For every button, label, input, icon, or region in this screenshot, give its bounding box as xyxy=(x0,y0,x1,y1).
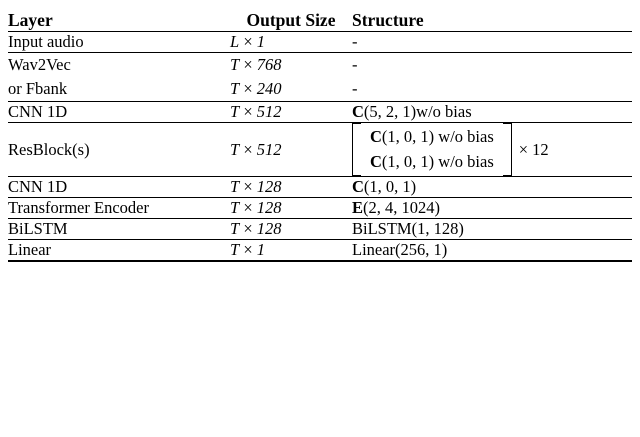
architecture-table xyxy=(8,10,632,262)
cell-layer: Input audio xyxy=(8,32,230,53)
output-size-value: 128 xyxy=(256,219,282,239)
output-size-times: × xyxy=(243,139,253,159)
matrix-rows xyxy=(368,123,496,177)
table-caption xyxy=(0,0,640,10)
structure-line1: - xyxy=(352,55,358,74)
table-body xyxy=(8,32,632,262)
cell-output-size xyxy=(230,32,352,53)
header-row xyxy=(8,10,632,32)
table-row xyxy=(8,240,632,262)
output-size-var: T xyxy=(230,139,240,159)
output-size-value: 1 xyxy=(256,32,265,51)
left-bracket xyxy=(352,123,361,177)
cell-layer: ResBlock(s) xyxy=(8,122,230,177)
cell-layer-line1: Wav2Vec xyxy=(8,55,71,74)
matrix-row-1 xyxy=(370,125,494,150)
output-size-var: T xyxy=(230,55,240,74)
table-row xyxy=(8,32,632,53)
output-size-line1 xyxy=(230,53,352,77)
structure-args: (5, 2, 1)w/o bias xyxy=(363,101,472,121)
output-size-var: T xyxy=(230,198,240,218)
output-size-value: 512 xyxy=(256,101,282,121)
cell-layer-line2: or Fbank xyxy=(8,78,68,98)
table-row xyxy=(8,219,632,240)
matrix-row-2 xyxy=(370,150,494,175)
resblock-matrix xyxy=(352,123,632,177)
structure-args: (2, 4, 1024) xyxy=(363,198,441,218)
structure-line2: - xyxy=(352,78,358,98)
cell-output-size xyxy=(230,122,352,177)
header-output-size: Output Size xyxy=(246,10,336,30)
output-size-line2 xyxy=(230,77,352,101)
output-size-times: × xyxy=(243,219,253,239)
output-size-var: T xyxy=(230,240,240,260)
output-size-times: × xyxy=(243,101,253,121)
cell-output-size xyxy=(230,240,352,262)
table-row xyxy=(8,177,632,198)
output-size-value: 1 xyxy=(256,240,265,260)
structure-symbol: E xyxy=(352,198,364,218)
cell-structure xyxy=(352,101,632,122)
cell-structure xyxy=(352,122,632,177)
cell-structure xyxy=(352,198,632,219)
matrix-multiplier: × 12 xyxy=(518,139,549,159)
output-size-var: T xyxy=(230,219,240,239)
structure-symbol: C xyxy=(352,101,364,121)
output-size-value-2: 240 xyxy=(256,78,282,98)
structure-symbol: C xyxy=(352,177,364,197)
table-row xyxy=(8,122,632,177)
output-size-value: 768 xyxy=(256,55,282,74)
table-row xyxy=(8,198,632,219)
table-row xyxy=(8,101,632,122)
output-size-times: × xyxy=(243,198,253,218)
cell-structure: - xyxy=(352,32,632,53)
matrix-symbol-2: C xyxy=(370,151,382,171)
cell-structure: BiLSTM(1, 128) xyxy=(352,219,632,240)
cell-output-size xyxy=(230,53,352,102)
output-size-var-2: T xyxy=(230,78,240,98)
cell-output-size xyxy=(230,177,352,198)
output-size-times: × xyxy=(243,55,253,74)
right-bracket xyxy=(503,123,512,177)
output-size-var: T xyxy=(230,101,240,121)
output-size-value: 512 xyxy=(256,139,282,159)
cell-structure: Linear(256, 1) xyxy=(352,240,632,262)
matrix-row-2-args: (1, 0, 1) w/o bias xyxy=(381,151,494,171)
cell-structure xyxy=(352,177,632,198)
cell-structure xyxy=(352,53,632,102)
cell-layer: CNN 1D xyxy=(8,177,230,198)
output-size-times: × xyxy=(243,177,253,197)
structure-args: (1, 0, 1) xyxy=(363,177,417,197)
cell-output-size xyxy=(230,219,352,240)
output-size-times: × xyxy=(243,32,253,51)
cell-output-size xyxy=(230,101,352,122)
output-size-times: × xyxy=(243,240,253,260)
header-layer: Layer xyxy=(8,10,53,30)
matrix-symbol-1: C xyxy=(370,126,382,146)
output-size-var: L xyxy=(230,32,240,51)
output-size-var: T xyxy=(230,177,240,197)
cell-layer: BiLSTM xyxy=(8,219,230,240)
cell-output-size xyxy=(230,198,352,219)
table-header xyxy=(8,10,632,32)
header-structure: Structure xyxy=(352,10,424,30)
cell-layer: Transformer Encoder xyxy=(8,198,230,219)
cell-layer: Linear xyxy=(8,240,230,262)
matrix-row-1-args: (1, 0, 1) w/o bias xyxy=(381,126,494,146)
cell-layer xyxy=(8,53,230,102)
output-size-value: 128 xyxy=(256,177,282,197)
cell-layer: CNN 1D xyxy=(8,101,230,122)
output-size-times-2: × xyxy=(243,78,253,98)
table-row xyxy=(8,53,632,102)
output-size-value: 128 xyxy=(256,198,282,218)
